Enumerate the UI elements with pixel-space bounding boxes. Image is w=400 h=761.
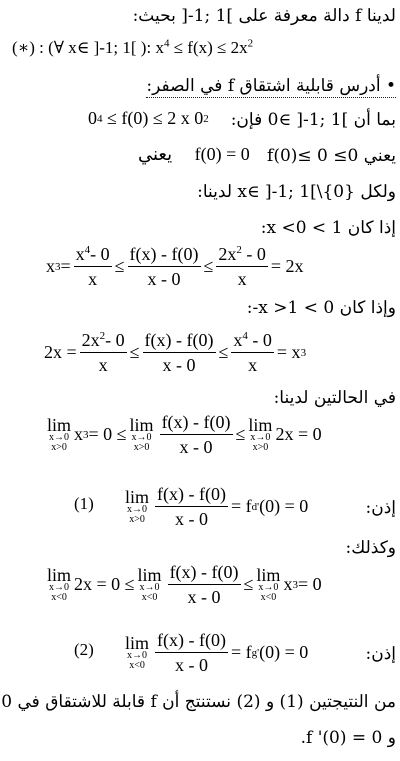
- also-text: وكذلك:: [345, 538, 396, 558]
- intro-text: لدينا f دالة معرفة على ]1 ;1-[ بحيث:: [132, 6, 396, 26]
- tag-1: (1): [74, 494, 94, 513]
- limit-right-equation: lim x→0 x>0 x 3 = 0 ≤ lim x→0 x>0 $\frac{f(x) - f(0)}{x - 0}$ ≤ lim x→0 x>0 2x = 0: [47, 412, 322, 457]
- equation-positive-case: x 3 = $\frac{x^4- 0}{x}$ ≤ $\frac{f(x) - f(0)}{x - 0}$ ≤ $\frac{2x^2 - 0}{x}$ = 2x: [46, 244, 304, 289]
- tag-2: (2): [74, 640, 94, 659]
- since-inequality: 0 4 ≤ f(0) ≤ 2 x 0 2: [88, 108, 209, 128]
- left-derivative-equation: lim x→0 x<0 $\frac{f(x) - f(0)}{x - 0}$ = f g ' (0) = 0: [125, 630, 309, 675]
- both-cases-line: [0, 386, 400, 410]
- fraction-2x2: $\frac{2x^2 - 0}{x}$: [218, 244, 266, 289]
- case-positive-heading: [0, 216, 400, 240]
- since-line: بما أن ]1 ;1-[ ∋0 فإن:: [230, 110, 396, 130]
- conclusion-line: [0, 690, 400, 714]
- definition-inequality: (∗) : (∀ x∈ ]-1; 1[ ): $x^4 \le f(x) \le 2x^2$: [12, 37, 254, 57]
- limit-left-equation: lim x→0 x<0 2x = 0 ≤ lim x→0 x<0 $\frac{f(x) - f(0)}{x - 0}$ ≤ lim x→0 x<0 x 3 = 0: [47, 562, 322, 607]
- final-line: [0, 726, 400, 750]
- case-negative-heading: [0, 296, 400, 320]
- f0-equals-zero: يعني f(0) = 0: [138, 144, 250, 164]
- task-heading-text: • أدرس قابلية اشتقاق f في الصفر:: [146, 76, 396, 96]
- for-all-text: ولكل x∈ ]-1; 1[\{0} لدينا:: [197, 182, 396, 202]
- fraction-difference-quotient: $\frac{f(x) - f(0)}{x - 0}$: [129, 244, 199, 289]
- also-line: [0, 536, 400, 560]
- both-cases-text: في الحالتين لدينا:: [273, 388, 396, 408]
- equation-negative-case: 2x = $\frac{2x^2- 0}{x}$ ≤ $\frac{f(x) - f(0)}{x - 0}$ ≤ $\frac{x^4 - 0}{x}$ = x 3: [44, 330, 307, 375]
- hence-line-2: إذن:: [365, 644, 396, 664]
- case-negative-text: وإذا كان 0 > x >1-:: [246, 298, 396, 318]
- final-text: و f '(0) = 0.: [300, 728, 396, 748]
- case-positive-text: إذا كان 1 > x <0:: [260, 218, 396, 238]
- conclusion-text: من النتيجتين (1) و (2) نستنتج أن f قابلة للاشتقاق في 0: [1, 692, 396, 712]
- fraction-x4: $\frac{x^4- 0}{x}$: [75, 244, 110, 289]
- task-heading: [0, 74, 400, 98]
- hence-line-1: إذن:: [365, 498, 396, 518]
- intro-line: [0, 4, 400, 28]
- for-all-line: [0, 180, 400, 204]
- means-line: يعني 0≥ f(0)≤ 0: [267, 146, 396, 166]
- right-derivative-equation: lim x→0 x>0 $\frac{f(x) - f(0)}{x - 0}$ = f d ' (0) = 0: [125, 484, 309, 529]
